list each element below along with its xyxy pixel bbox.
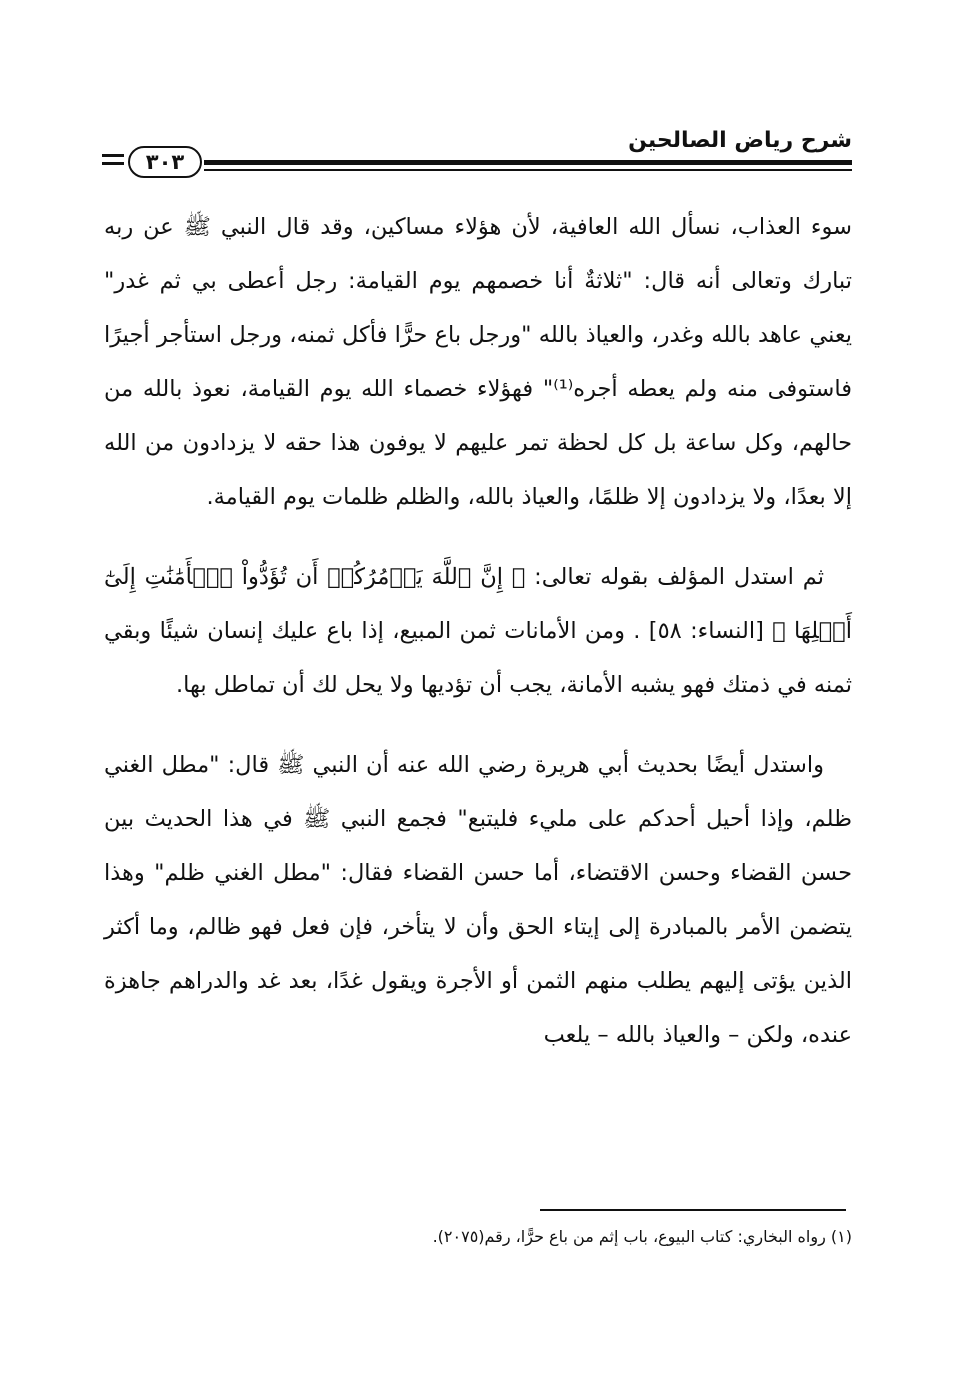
header-rule-thin xyxy=(204,169,852,171)
paragraph-1: سوء العذاب، نسأل الله العافية، لأن هؤلاء مساكين، وقد قال النبي ﷺ عن ربه تبارك وتعالى أنه قال: "ثلاثةٌ أنا خصمهم يوم القيامة: رجل أعطى بي ثم غدر" يعني عاهد بالله وغدر، والعياذ بالله "ورجل باع حرًّا فأكل ثمنه، ورجل استأجر أجيرًا فاستوفى منه ولم يعطه أجره⁽¹⁾" فهؤلاء خصماء الله يوم القيامة، نعوذ بالله من حالهم، وكل ساعة بل كل لحظة تمر عليهم لا يوفون هذا حقه لا يزدادون من الله إلا بعدًا، ولا يزدادون إلا ظلمًا، والعياذ بالله، والظلم ظلمات يوم القيامة. xyxy=(104,214,852,510)
footnote: (١) رواه البخاري: كتاب البيوع، باب إثم من باع حرًّا، رقم(٢٠٧٥). xyxy=(432,1227,852,1246)
footnote-divider xyxy=(540,1209,846,1211)
quran-commentary: . ومن الأمانات ثمن المبيع، إذا باع عليك إنسان شيئًا وبقي ثمنه في ذمتك فهو يشبه الأمانة، يجب أن تؤديها ولا يحل لك أن تماطل بها. xyxy=(104,618,852,698)
paragraph-3: واستدل أيضًا بحديث أبي هريرة رضي الله عنه أن النبي ﷺ قال: "مطل الغني ظلم، وإذا أحيل أحدكم على مليء فليتبع" فجمع النبي ﷺ في هذا الحديث بين حسن القضاء وحسن الاقتضاء، أما حسن القضاء فقال: "مطل الغني ظلم" وهذا يتضمن الأمر بالمبادرة إلى إيتاء الحق وأن لا يتأخر، فإن فعل فهو ظالم، وما أكثر الذين يؤتى إليهم يطلب منهم الثمن أو الأجرة ويقول غدًا، بعد غد والدراهم جاهزة عنده، ولكن – والعياذ بالله – يلعب xyxy=(104,752,852,1048)
page-number: ٣٠٣ xyxy=(128,146,202,178)
quran-verse: ﴿ إِنَّ ٱللَّهَ يَأۡمُرُكُمۡ أَن تُؤَدُّواْ ٱلۡأَمَٰنَٰتِ إِلَىٰٓ أَهۡلِهَا ﴾ xyxy=(104,564,852,644)
book-title: شرح رياض الصالحين xyxy=(628,128,852,153)
header-rule-thick xyxy=(204,160,852,165)
quran-intro: ثم استدل المؤلف بقوله تعالى: xyxy=(525,564,824,590)
main-text xyxy=(104,200,852,1088)
quran-citation: [النساء: ٥٨] xyxy=(640,618,773,644)
page-header xyxy=(100,128,852,180)
paragraph-2-quran xyxy=(104,550,852,712)
header-dash-ornament xyxy=(102,154,124,157)
